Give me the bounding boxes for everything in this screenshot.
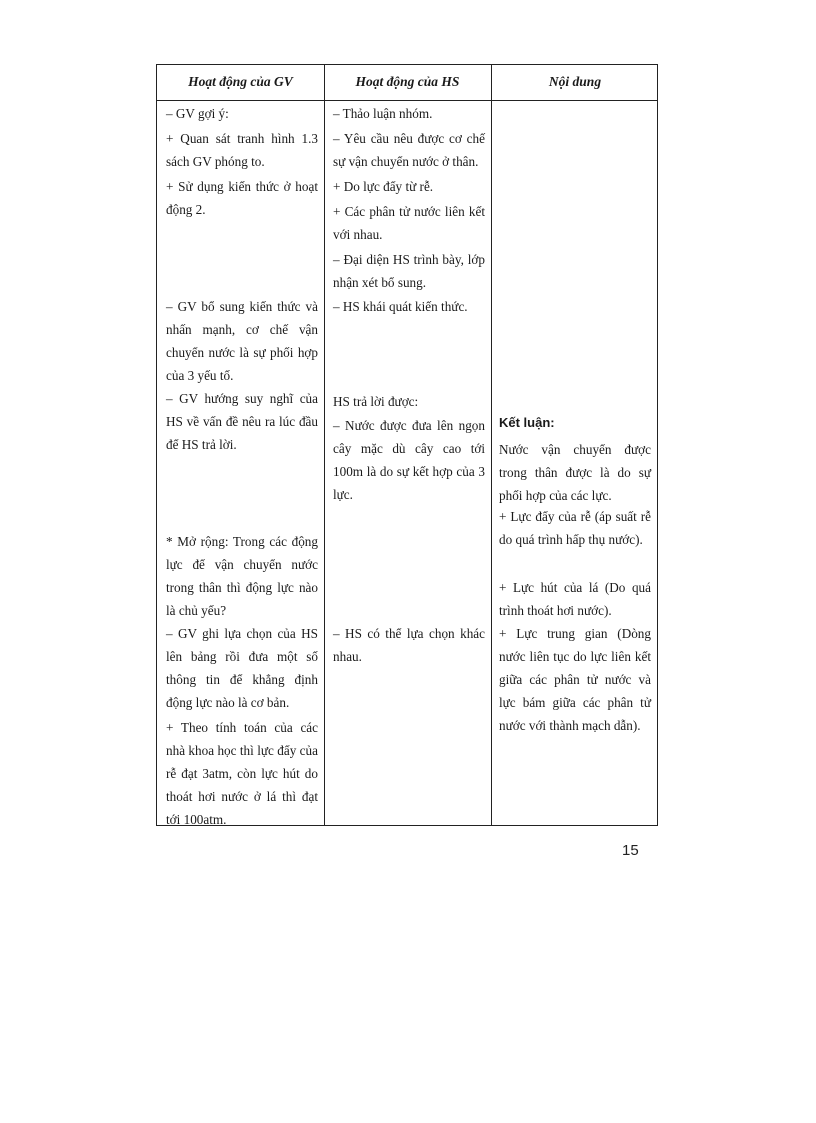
hs-paragraph: HS trả lời được: xyxy=(333,394,419,409)
hs-paragraph: – HS có thể lựa chọn khác nhau. xyxy=(333,626,485,664)
hs-paragraph: – Đại diện HS trình bày, lớp nhận xét bổ sung. xyxy=(333,252,485,290)
header-gv: Hoạt động của GV xyxy=(188,74,293,89)
gv-paragraph: * Mở rộng: Trong các động lực để vận chuyển nước trong thân thì động lực nào là chủ yếu? xyxy=(166,534,318,618)
hs-paragraph: + Do lực đẩy từ rễ. xyxy=(333,179,434,194)
nd-paragraph: + Lực hút của lá (Do quá trình thoát hơi nước). xyxy=(499,580,651,618)
nd-paragraph: Nước vận chuyển được trong thân được là do sự phối hợp của các lực. xyxy=(499,442,651,503)
gv-paragraph: + Theo tính toán của các nhà khoa học thì lực đẩy của rễ đạt 3atm, còn lực hút do thoát hơi nước ở lá thì đạt tới 100atm. xyxy=(166,720,318,827)
gv-paragraph: – GV hướng suy nghĩ của HS về vấn đề nêu ra lúc đầu để HS trả lời. xyxy=(166,391,318,452)
hs-paragraph: – Nước được đưa lên ngọn cây mặc dù cây cao tới 100m là do sự kết hợp của 3 lực. xyxy=(333,418,485,502)
nd-paragraph: + Lực trung gian (Dòng nước liên tục do lực liên kết giữa các phân tử nước và lực bám giữa các phân tử nước với thành mạch dẫn). xyxy=(499,626,651,733)
gv-paragraph: – GV bổ sung kiến thức và nhấn mạnh, cơ chế vận chuyển nước là sự phối hợp của 3 yếu tố. xyxy=(166,299,318,383)
hs-paragraph: – Yêu cầu nêu được cơ chế sự vận chuyển nước ở thân. xyxy=(333,131,485,169)
lesson-table xyxy=(156,64,658,826)
gv-paragraph: + Quan sát tranh hình 1.3 sách GV phóng to. xyxy=(166,131,318,169)
gv-paragraph: – GV ghi lựa chọn của HS lên bảng rồi đưa một số thông tin để khẳng định động lực nào là cơ bản. xyxy=(166,626,318,710)
gv-paragraph: + Sử dụng kiến thức ở hoạt động 2. xyxy=(166,179,318,217)
hs-paragraph: – HS khái quát kiến thức. xyxy=(333,299,468,314)
hs-paragraph: + Các phân tử nước liên kết với nhau. xyxy=(333,204,485,242)
nd-paragraph: + Lực đẩy của rễ (áp suất rễ do quá trình hấp thụ nước). xyxy=(499,509,651,547)
hs-paragraph: – Thảo luận nhóm. xyxy=(333,106,433,121)
conclusion-heading: Kết luận: xyxy=(499,415,555,430)
column-divider xyxy=(324,65,325,825)
column-divider xyxy=(491,65,492,825)
header-hs: Hoạt động của HS xyxy=(355,74,460,89)
gv-paragraph: – GV gợi ý: xyxy=(166,106,229,121)
header-noi-dung: Nội dung xyxy=(548,74,602,89)
page-number: 15 xyxy=(622,842,639,859)
table-header-row xyxy=(157,65,657,101)
